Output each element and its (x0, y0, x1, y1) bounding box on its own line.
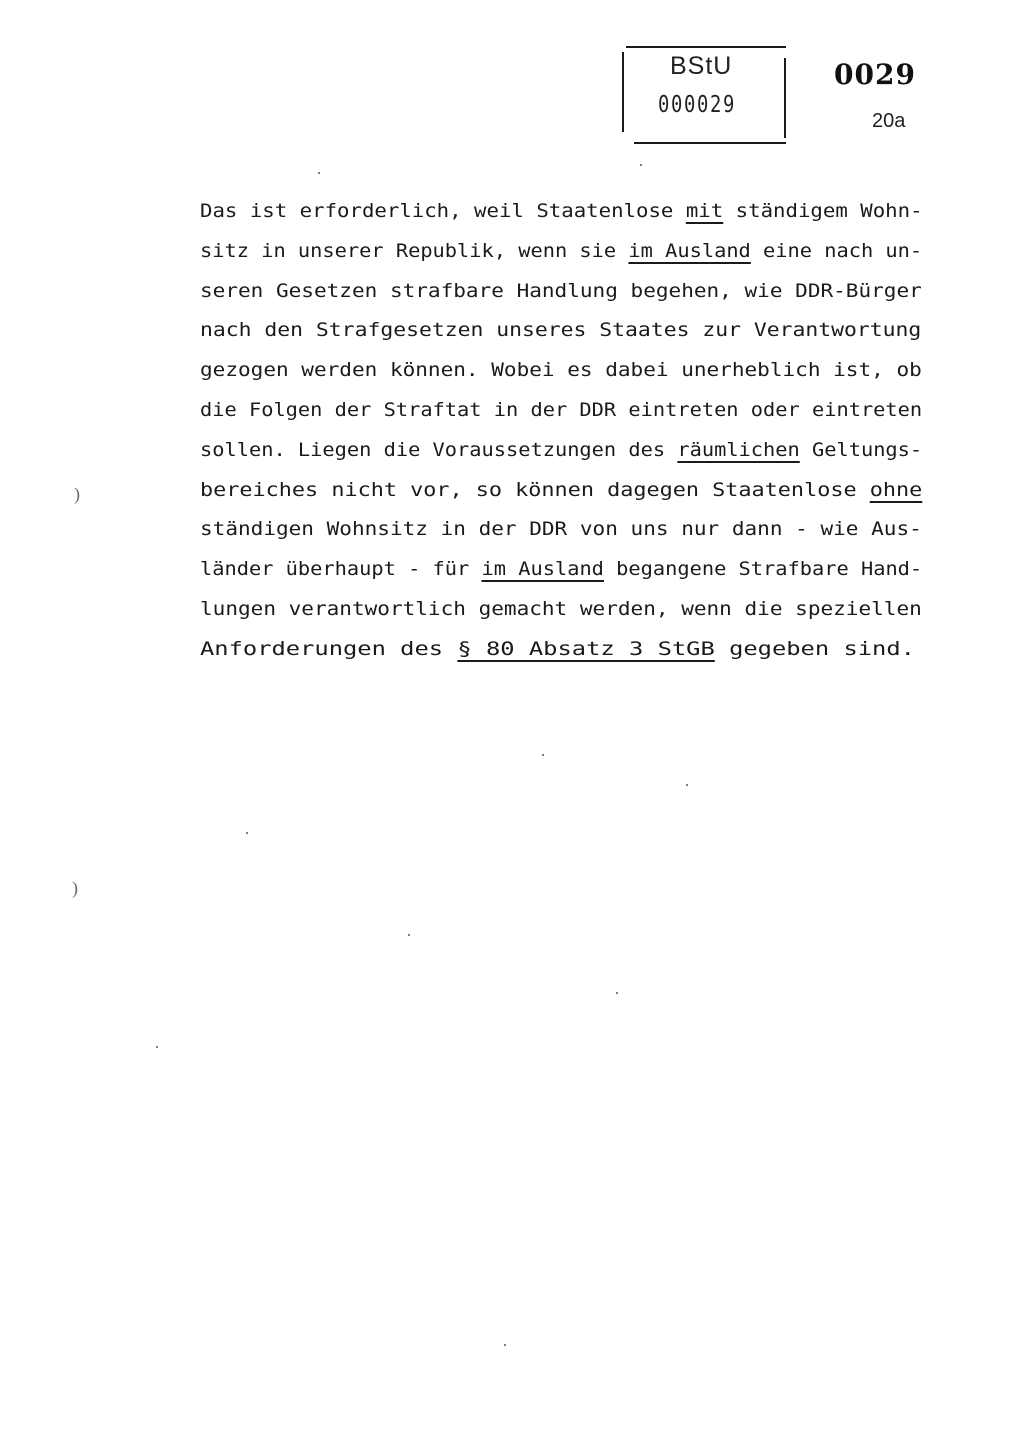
margin-mark: ) (74, 484, 80, 504)
text-segment: ständigen Wohnsitz in der DDR von uns nur dann - wie Aus- (200, 518, 922, 541)
underlined-phrase: im Ausland (481, 558, 604, 581)
stamp-border-right (784, 58, 786, 138)
text-line (200, 435, 922, 465)
underlined-phrase: räumlichen (677, 438, 800, 461)
underlined-phrase: § 80 Absatz 3 StGB (457, 637, 715, 660)
paper-speck (686, 784, 688, 786)
text-segment: ständigem Wohn- (723, 200, 923, 222)
page-number: 20a (872, 110, 906, 132)
text-segment: länder überhaupt - für (200, 558, 482, 581)
text-line (200, 276, 922, 306)
text-line (200, 554, 922, 584)
text-segment: Anforderungen des (200, 637, 458, 660)
paper-speck (616, 992, 618, 994)
text-line (200, 315, 921, 345)
text-line (200, 236, 922, 266)
stamp-org: BStU (670, 52, 733, 80)
paper-speck (318, 172, 320, 174)
text-segment: gezogen werden können. Wobei es dabei unerheblich ist, ob (200, 359, 922, 382)
text-segment: Das ist erforderlich, weil Staatenlose (200, 200, 686, 222)
margin-mark: ) (72, 878, 78, 898)
underlined-phrase: ohne (869, 478, 923, 501)
stamp-border-left (622, 52, 624, 132)
underlined-phrase: im Ausland (628, 239, 751, 262)
text-line (200, 634, 915, 664)
text-segment: Geltungs- (799, 438, 923, 461)
paper-speck (542, 754, 544, 756)
stamp-border-bottom (634, 142, 786, 144)
archive-number: 0029 (834, 58, 916, 91)
underlined-phrase: mit (685, 200, 724, 222)
text-segment: nach den Strafgesetzen unseres Staates zur Verantwortung (200, 319, 922, 342)
text-segment: sollen. Liegen die Voraussetzungen des (200, 438, 678, 461)
text-segment: bereiches nicht vor, so können dagegen Staatenlose (200, 478, 870, 501)
stamp-border-top (626, 46, 786, 48)
text-line (200, 355, 922, 385)
text-segment: die Folgen der Straftat in der DDR eintreten oder eintreten (200, 399, 923, 421)
paper-speck (408, 934, 410, 936)
text-line (200, 594, 922, 624)
text-segment: begangene Strafbare Hand- (603, 558, 923, 581)
text-segment: sitz in unserer Republik, wenn sie (200, 239, 629, 262)
paper-speck (246, 832, 248, 834)
text-line (200, 395, 922, 425)
paper-speck (504, 1344, 506, 1346)
text-segment: gegeben sind. (714, 637, 915, 660)
text-segment: eine nach un- (750, 239, 923, 262)
text-line (200, 514, 922, 544)
text-line (200, 475, 922, 505)
paper-speck (640, 164, 642, 166)
stamp-number: 000029 (658, 92, 736, 118)
paper-speck (156, 1046, 158, 1048)
text-segment: seren Gesetzen strafbare Handlung begehen, wie DDR-Bürger (200, 279, 922, 302)
text-segment: lungen verantwortlich gemacht werden, wenn die speziellen (200, 598, 922, 620)
text-line (200, 196, 923, 226)
archive-stamp (622, 46, 786, 142)
